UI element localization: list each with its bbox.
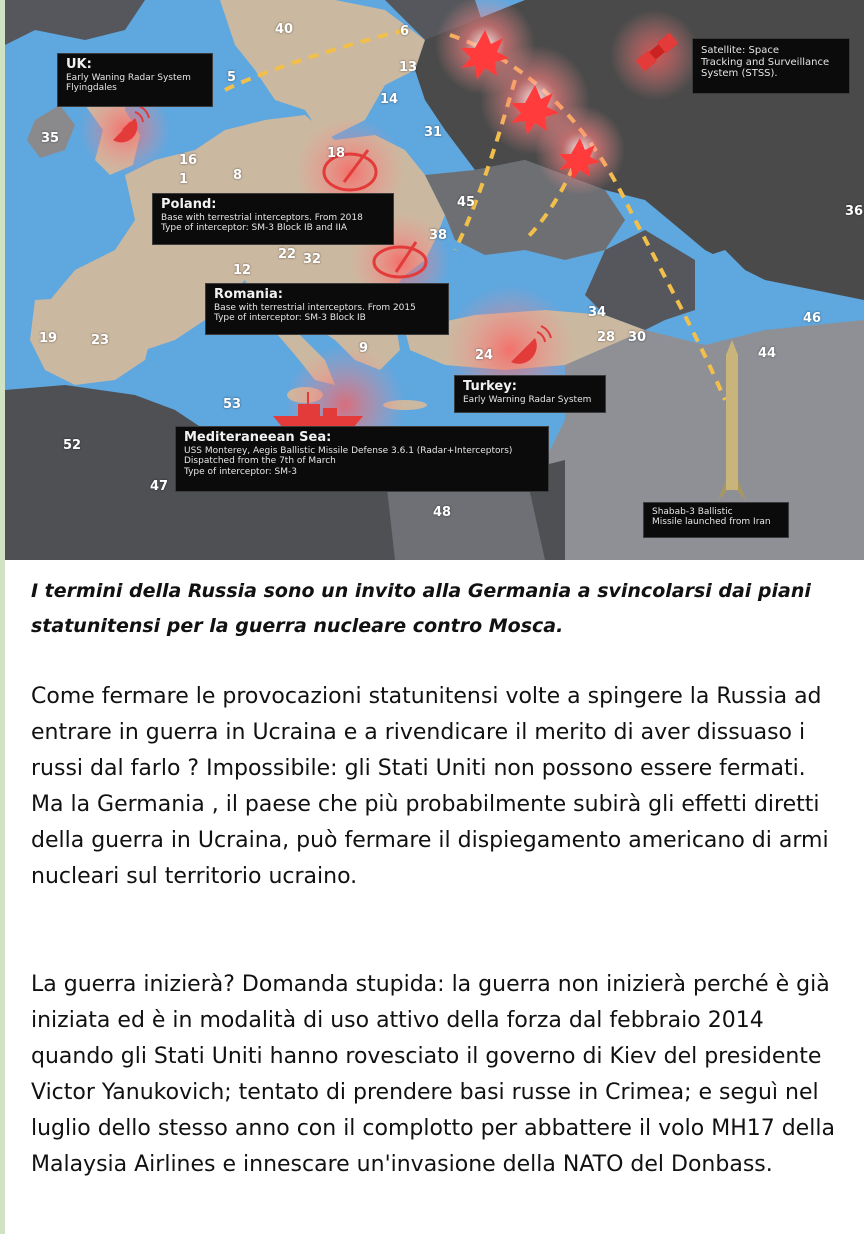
map-number: 5 [227,70,237,85]
turkey-label [454,375,606,413]
map-number: 34 [588,305,607,320]
map-number: 9 [359,341,369,356]
map-number: 46 [803,311,822,326]
map-number: 28 [597,330,616,345]
map-number: 38 [429,228,448,243]
map-number: 24 [475,348,494,363]
romania-label-line: Base with terrestrial interceptors. From 2015 [214,302,416,313]
mediterranean-label-line: USS Monterey, Aegis Ballistic Missile Defense 3.6.1 (Radar+Interceptors) [184,445,513,456]
map-number: 8 [233,168,243,183]
poland-label [152,193,394,245]
map-number: 22 [278,247,297,262]
article-paragraph: La guerra inizierà? Domanda stupida: la guerra non inizierà perché è già iniziata ed è in modalità di uso attivo della forza dal febbraio 2014 quando gli Stati Uniti hanno rovesciato il governo di Kiev del presidente Victor Yanukovich; tentato di prendere basi russe in Crimea; e seguì nel luglio dello stesso anno con il complotto per abbattere il volo MH17 della Malaysia Airlines e innescare un'invasione della NATO del Donbass. [31,972,835,1177]
map-number: 35 [41,131,60,146]
satellite-label-line: Satellite: Space [701,45,779,56]
uk-label-line: Flyingdales [66,83,117,94]
map-number: 47 [150,479,169,494]
map-number: 12 [233,263,252,278]
uk-label-line: Early Waning Radar System [66,72,191,83]
map-number: 13 [399,60,418,75]
romania-label [205,283,449,335]
romania-label-title: Romania: [214,287,283,302]
map-number: 36 [845,204,864,219]
map-number: 44 [758,346,777,361]
map-number: 32 [303,252,322,267]
map-number: 53 [223,397,242,412]
shahab-label-line: Shabab-3 Ballistic [652,507,733,517]
article-caption: I termini della Russia sono un invito alla Germania a svincolarsi dai piani statunitensi per la guerra nucleare contro Mosca. [31,580,811,637]
map-number: 14 [380,92,399,107]
mediterranean-label-line: Type of interceptor: SM-3 [184,466,297,477]
article-paragraph: Come fermare le provocazioni statunitensi volte a spingere la Russia ad entrare in guerra in Ucraina e a rivendicare il merito di aver dissuaso i russi dal farlo ? Impossibile: gli Stati Uniti non possono essere fermati. Ma la Germania , il paese che più probabilmente subirà gli effetti diretti della guerra in Ucraina, può fermare il dispiegamento americano di armi nucleari sul territorio ucraino. [31,684,829,889]
shahab-label [643,502,789,538]
map-number: 19 [39,331,58,346]
satellite-label [692,38,850,94]
mediterranean-label-title: Mediteraneean Sea: [184,430,332,445]
turkey-label-line: Early Warning Radar System [463,394,592,405]
map-number: 1 [179,172,189,187]
mediterranean-label [175,426,549,492]
map-number: 16 [179,153,198,168]
poland-label-title: Poland: [161,197,217,212]
poland-label-line: Base with terrestrial interceptors. From 2018 [161,212,363,223]
romania-label-line: Type of interceptor: SM-3 Block IB [214,313,366,324]
map-number: 6 [400,24,410,39]
mediterranean-label-line: Dispatched from the 7th of March [184,456,336,467]
uk-label [57,53,213,107]
uk-label-title: UK: [66,57,92,72]
map-number: 45 [457,195,476,210]
satellite-label-line: System (STSS). [701,68,778,79]
map-number: 18 [327,146,346,161]
map-number: 40 [275,22,294,37]
poland-label-line: Type of interceptor: SM-3 Block IB and IIA [161,223,347,234]
map-number: 30 [628,330,647,345]
satellite-label-line: Tracking and Surveillance [701,56,830,68]
turkey-label-title: Turkey: [463,379,517,394]
map-number: 48 [433,505,452,520]
map-number: 52 [63,438,82,453]
map-number: 31 [424,125,443,140]
shahab-label-line: Missile launched from Iran [652,517,771,528]
missile-defense-map [5,0,864,560]
map-number: 23 [91,333,110,348]
